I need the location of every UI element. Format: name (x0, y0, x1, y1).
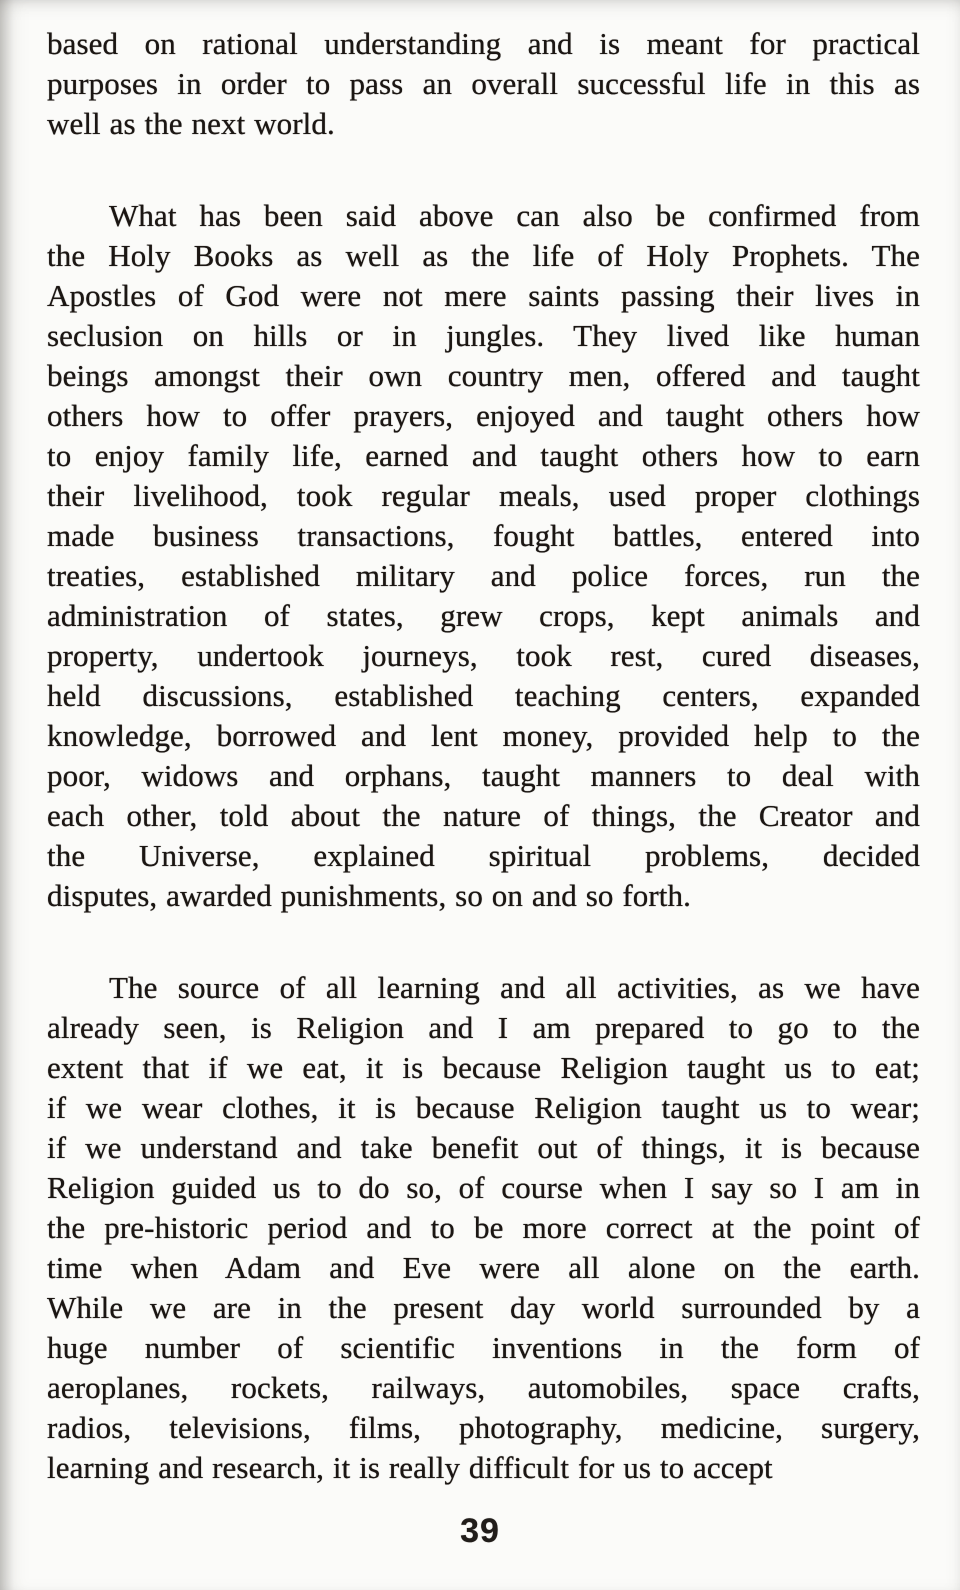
text-line: poor, widows and orphans, taught manners to deal with (47, 758, 920, 793)
text-line: made business transactions, fought battles, entered into (47, 518, 920, 553)
page-number: 39 (460, 1512, 500, 1550)
paragraph (47, 196, 920, 916)
text-line: the Holy Books as well as the life of Holy Prophets. The (47, 238, 920, 273)
text-line: based on rational understanding and is meant for practical (47, 26, 920, 61)
text-line: seclusion on hills or in jungles. They lived like human (47, 318, 920, 353)
text-line: treaties, established military and police forces, run the (47, 558, 920, 593)
text-line: each other, told about the nature of things, the Creator and (47, 798, 920, 833)
text-line: extent that if we eat, it is because Religion taught us to eat; (47, 1050, 920, 1085)
text-line: others how to offer prayers, enjoyed and taught others how (47, 398, 920, 433)
text-line: learning and research, it is really difficult for us to accept (47, 1450, 773, 1485)
text-line: already seen, is Religion and I am prepared to go to the (47, 1010, 920, 1045)
text-line: huge number of scientific inventions in the form of (47, 1330, 920, 1365)
text-line: aeroplanes, rockets, railways, automobiles, space crafts, (47, 1370, 920, 1405)
text-line: to enjoy family life, earned and taught others how to earn (47, 438, 920, 473)
text-line: if we understand and take benefit out of things, it is because (47, 1130, 920, 1165)
text-line: well as the next world. (47, 106, 335, 141)
text-line: Religion guided us to do so, of course when I say so I am in (47, 1170, 920, 1205)
text-line: property, undertook journeys, took rest, cured diseases, (47, 638, 920, 673)
text-line: What has been said above can also be confirmed from (109, 198, 920, 233)
text-line: if we wear clothes, it is because Religion taught us to wear; (47, 1090, 920, 1125)
text-line: administration of states, grew crops, kept animals and (47, 598, 920, 633)
text-line: beings amongst their own country men, offered and taught (47, 358, 920, 393)
text-line: time when Adam and Eve were all alone on the earth. (47, 1250, 920, 1285)
text-line: the Universe, explained spiritual problems, decided (47, 838, 920, 873)
text-line: purposes in order to pass an overall successful life in this as (47, 66, 920, 101)
text-line: radios, televisions, films, photography, medicine, surgery, (47, 1410, 920, 1445)
text-line: While we are in the present day world surrounded by a (47, 1290, 920, 1325)
text-line: their livelihood, took regular meals, used proper clothings (47, 478, 920, 513)
paragraph (47, 968, 920, 1488)
text-line: Apostles of God were not mere saints passing their lives in (47, 278, 920, 313)
text-line: the pre-historic period and to be more correct at the point of (47, 1210, 920, 1245)
text-line: The source of all learning and all activities, as we have (109, 970, 920, 1005)
text-line: disputes, awarded punishments, so on and so forth. (47, 878, 691, 913)
text-line: knowledge, borrowed and lent money, provided help to the (47, 718, 920, 753)
paragraph (47, 24, 920, 144)
text-line: held discussions, established teaching centers, expanded (47, 678, 920, 713)
